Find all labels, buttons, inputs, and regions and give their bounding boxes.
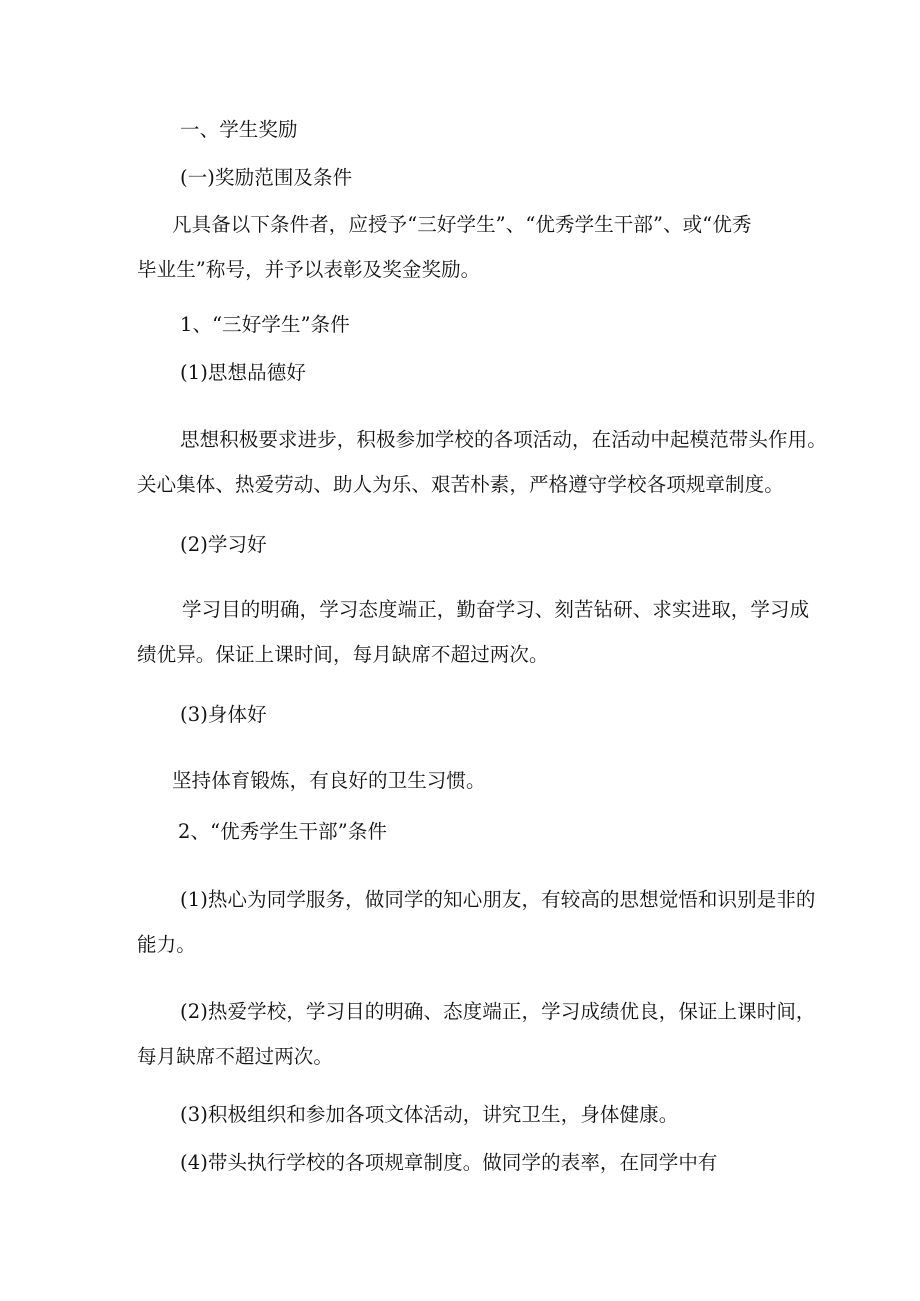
paragraph-line: 每月缺席不超过两次。	[137, 1045, 334, 1068]
item-subheading: (2)学习好	[180, 533, 267, 556]
item-heading: 1、“三好学生”条件	[180, 313, 350, 336]
item-heading: 2、“优秀学生干部”条件	[178, 820, 388, 843]
paragraph-line: 坚持体育锻炼，有良好的卫生习惯。	[172, 769, 486, 792]
paragraph-line: 绩优异。保证上课时间，每月缺席不超过两次。	[137, 643, 549, 666]
paragraph-line: 能力。	[137, 933, 196, 956]
paragraph-line: 毕业生”称号，并予以表彰及奖金奖励。	[137, 258, 481, 281]
paragraph-line: (1)热心为同学服务，做同学的知心朋友，有较高的思想觉悟和识别是非的	[180, 888, 816, 911]
paragraph-line: (3)积极组织和参加各项文体活动，讲究卫生，身体健康。	[180, 1103, 679, 1126]
paragraph-line: 凡具备以下条件者，应授予“三好学生”、“优秀学生干部”、或“优秀	[172, 213, 752, 236]
subsection-heading: (一)奖励范围及条件	[180, 166, 353, 189]
paragraph-line: 思想积极要求进步，积极参加学校的各项活动，在活动中起模范带头作用。	[180, 428, 827, 451]
paragraph-line: (4)带头执行学校的各项规章制度。做同学的表率，在同学中有	[180, 1151, 718, 1174]
item-subheading: (1)思想品德好	[180, 361, 306, 384]
paragraph-line: 关心集体、热爱劳动、助人为乐、艰苦朴素，严格遵守学校各项规章制度。	[137, 473, 784, 496]
paragraph-line: (2)热爱学校，学习目的明确、态度端正，学习成绩优良，保证上课时间，	[180, 1000, 816, 1023]
section-heading: 一、学生奖励	[180, 118, 298, 141]
item-subheading: (3)身体好	[180, 703, 267, 726]
paragraph-line: 学习目的明确，学习态度端正，勤奋学习、刻苦钻研、求实进取，学习成	[182, 598, 810, 621]
